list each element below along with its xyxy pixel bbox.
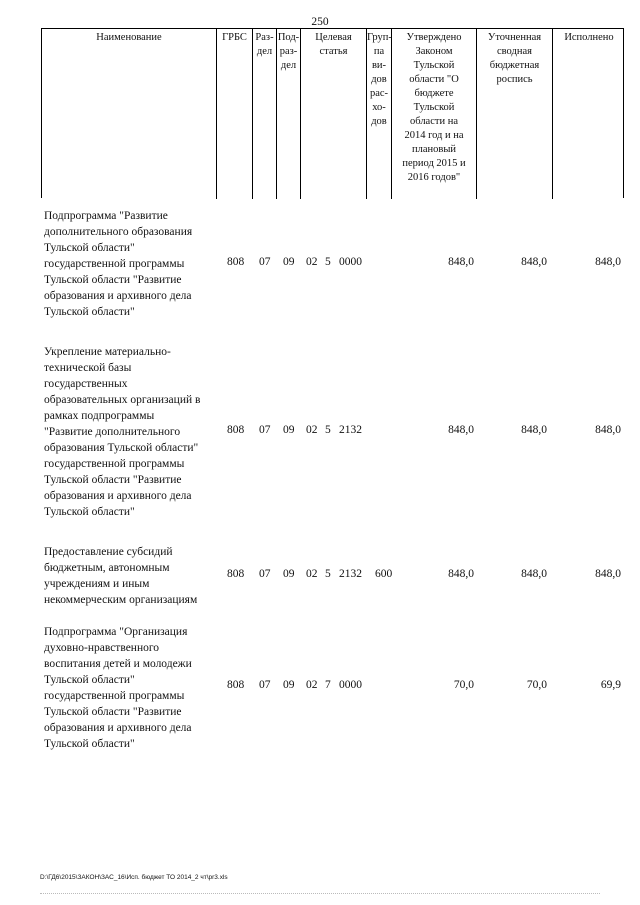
row-cs-subprogram: 5 xyxy=(325,256,331,268)
row-utverzhdeno: 848,0 xyxy=(448,256,474,268)
row-cs-subprogram: 5 xyxy=(325,424,331,436)
row-ispolneno: 69,9 xyxy=(600,679,621,691)
row-ispolneno: 848,0 xyxy=(595,424,621,436)
row-utochnennaya: 70,0 xyxy=(526,679,547,691)
row-ispolneno: 848,0 xyxy=(595,256,621,268)
table-header xyxy=(41,28,624,198)
row-utochnennaya: 848,0 xyxy=(521,424,547,436)
row-vid: 600 xyxy=(375,568,393,580)
row-utochnennaya: 848,0 xyxy=(521,256,547,268)
row-grbs: 808 xyxy=(227,568,245,580)
row-cs-direction: 0000 xyxy=(339,256,362,268)
row-grbs: 808 xyxy=(227,256,245,268)
row-utverzhdeno: 70,0 xyxy=(453,679,474,691)
header-grbs: ГРБС xyxy=(217,29,253,199)
header-razdel: Раз- дел xyxy=(253,29,277,199)
row-utochnennaya: 848,0 xyxy=(521,568,547,580)
footer-file-path: D:\ГД6\2015\ЗАКОН\ЗАС_16\Исп. бюджет ТО 2014_2 чт\pr3.xls xyxy=(40,874,228,881)
row-podrazdel: 09 xyxy=(283,424,295,436)
row-cs-program: 02 xyxy=(306,679,318,691)
row-razdel: 07 xyxy=(259,256,271,268)
row-utverzhdeno: 848,0 xyxy=(448,568,474,580)
scan-artifact-line xyxy=(40,893,600,895)
row-podrazdel: 09 xyxy=(283,256,295,268)
header-podrazdel: Под- раз- дел xyxy=(277,29,301,199)
row-cs-direction: 2132 xyxy=(339,568,362,580)
row-razdel: 07 xyxy=(259,424,271,436)
row-name: Подпрограмма "Развитие дополнительного образования Тульской области" государственной программы Тульской области "Развитие образования и архивного дела Тульской области" xyxy=(44,210,193,318)
row-cs-program: 02 xyxy=(306,256,318,268)
page-number: 250 xyxy=(311,16,329,28)
row-podrazdel: 09 xyxy=(283,679,295,691)
row-name: Подпрограмма "Организация духовно-нравственного воспитания детей и молодежи Тульской области" государственной программы Тульской области "Развитие образования и архивного дела Тульской области" xyxy=(44,626,192,750)
row-cs-direction: 2132 xyxy=(339,424,362,436)
header-utverzhdeno: Утверждено Законом Тульской области "О бюджете Тульской области на 2014 год и на плановый период 2015 и 2016 годов" xyxy=(392,29,477,199)
row-grbs: 808 xyxy=(227,679,245,691)
row-cs-program: 02 xyxy=(306,568,318,580)
row-cs-subprogram: 5 xyxy=(325,568,331,580)
row-podrazdel: 09 xyxy=(283,568,295,580)
header-utochnennaya: Уточненная сводная бюджетная роспись xyxy=(477,29,553,199)
row-ispolneno: 848,0 xyxy=(595,568,621,580)
header-gruppa-vidov: Груп- па ви- дов рас- хо- дов xyxy=(367,29,392,199)
header-name: Наименование xyxy=(42,29,217,199)
row-cs-program: 02 xyxy=(306,424,318,436)
row-name: Укрепление материально- технической базы государственных образовательных организаций в рамках подпрограммы "Развитие дополнительного образования Тульской области" государственной программы Тульской области "Развитие образования и архивного дела Тульской области" xyxy=(44,346,201,518)
row-razdel: 07 xyxy=(259,679,271,691)
row-name: Предоставление субсидий бюджетным, автономным учреждениям и иным некоммерческим организациям xyxy=(44,546,198,606)
row-utverzhdeno: 848,0 xyxy=(448,424,474,436)
row-cs-subprogram: 7 xyxy=(325,679,331,691)
header-ispolneno: Исполнено xyxy=(564,32,614,43)
row-grbs: 808 xyxy=(227,424,245,436)
row-cs-direction: 0000 xyxy=(339,679,362,691)
row-razdel: 07 xyxy=(259,568,271,580)
header-celevaya-statya: Целевая статья xyxy=(301,29,367,199)
